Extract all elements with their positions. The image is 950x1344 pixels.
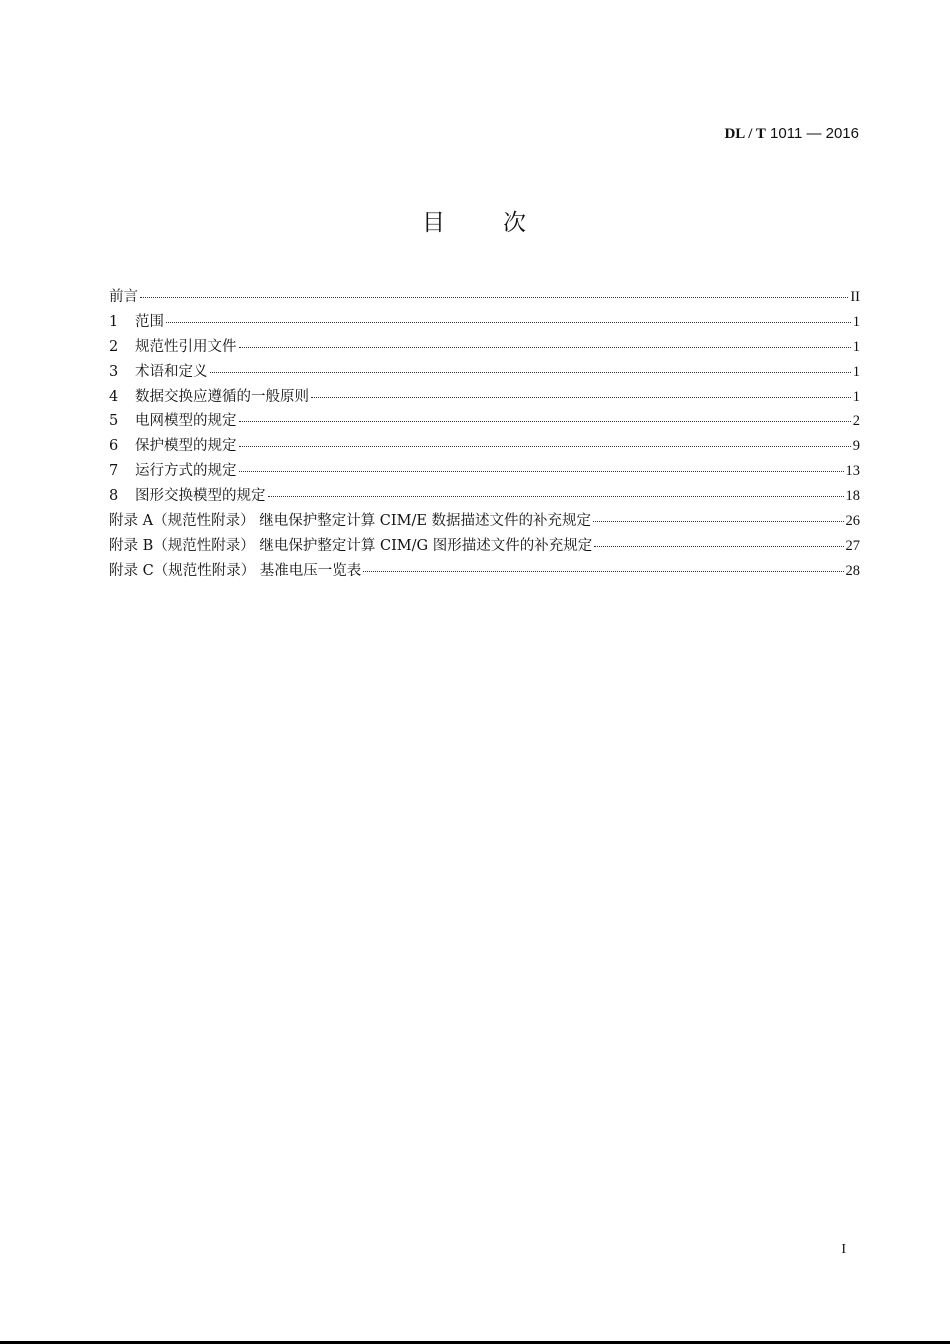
toc-entry-title: 术语和定义 [135,363,208,380]
toc-entry-number: 6 [109,438,119,455]
toc-entry-8[interactable] [109,484,860,509]
toc-entry-page: 1 [852,363,860,380]
toc-entry-page: 13 [845,463,860,480]
toc-entry-number: 7 [109,463,119,480]
toc-leader [239,471,844,472]
toc-leader [166,322,851,323]
toc-entry-title: 电网模型的规定 [135,413,237,430]
standard-code-prefix: DL / T [724,126,766,142]
toc-entry-7[interactable] [109,459,860,484]
toc-entry-number: 2 [109,338,119,355]
toc-entry-title: 图形交换模型的规定 [135,488,266,505]
toc-entry-title: 附录 A（规范性附录） 继电保护整定计算 CIM/E 数据描述文件的补充规定 [109,513,592,530]
toc-leader [268,496,844,497]
page-title-char-2: 次 [503,210,528,236]
page-title-char-1: 目 [422,210,447,236]
toc-entry-title: 数据交换应遵循的一般原则 [135,388,309,405]
toc-entry-2[interactable] [109,335,860,360]
toc-leader [593,521,843,522]
toc-entry-number: 1 [109,313,119,330]
toc-entry-page: II [850,289,860,305]
toc-entry-3[interactable] [109,360,860,385]
toc-leader [363,571,843,572]
toc-entry-page: 1 [852,338,860,355]
toc-entry-appendix-a[interactable] [109,509,860,534]
toc-entry-1[interactable] [109,310,860,335]
toc-entry-4[interactable] [109,385,860,410]
toc-entry-title: 规范性引用文件 [135,338,237,355]
toc-entry-number: 5 [109,413,119,430]
page-title [0,204,950,237]
page-number: I [841,1242,846,1257]
toc-entry-5[interactable] [109,409,860,434]
toc-entry-page: 18 [845,488,860,505]
toc-entry-page: 27 [845,537,860,554]
toc-leader [311,397,851,398]
standard-code [724,125,859,143]
toc-entry-page: 26 [845,513,860,530]
toc-entry-page: 1 [852,388,860,405]
toc-entry-title: 运行方式的规定 [135,463,237,480]
toc-leader [140,297,848,298]
toc-entry-page: 28 [845,562,860,579]
toc-entry-appendix-b[interactable] [109,534,860,559]
toc-entry-6[interactable] [109,434,860,459]
table-of-contents [109,285,860,584]
toc-leader [239,446,851,447]
toc-leader [239,421,851,422]
toc-entry-number: 8 [109,488,119,505]
toc-leader [210,372,851,373]
toc-entry-preface[interactable] [109,285,860,310]
toc-leader [594,546,843,547]
toc-entry-title: 附录 B（规范性附录） 继电保护整定计算 CIM/G 图形描述文件的补充规定 [109,537,593,554]
toc-entry-page: 2 [852,413,860,430]
toc-entry-appendix-c[interactable] [109,559,860,584]
toc-leader [239,347,851,348]
toc-entry-page: 9 [852,438,860,455]
toc-entry-title: 前言 [109,289,138,305]
toc-entry-number: 4 [109,388,119,405]
standard-code-number: 1011 — 2016 [765,125,859,142]
toc-entry-page: 1 [852,313,860,330]
toc-entry-number: 3 [109,363,119,380]
toc-entry-title: 范围 [135,313,164,330]
toc-entry-title: 附录 C（规范性附录） 基准电压一览表 [109,562,362,579]
toc-entry-title: 保护模型的规定 [135,438,237,455]
